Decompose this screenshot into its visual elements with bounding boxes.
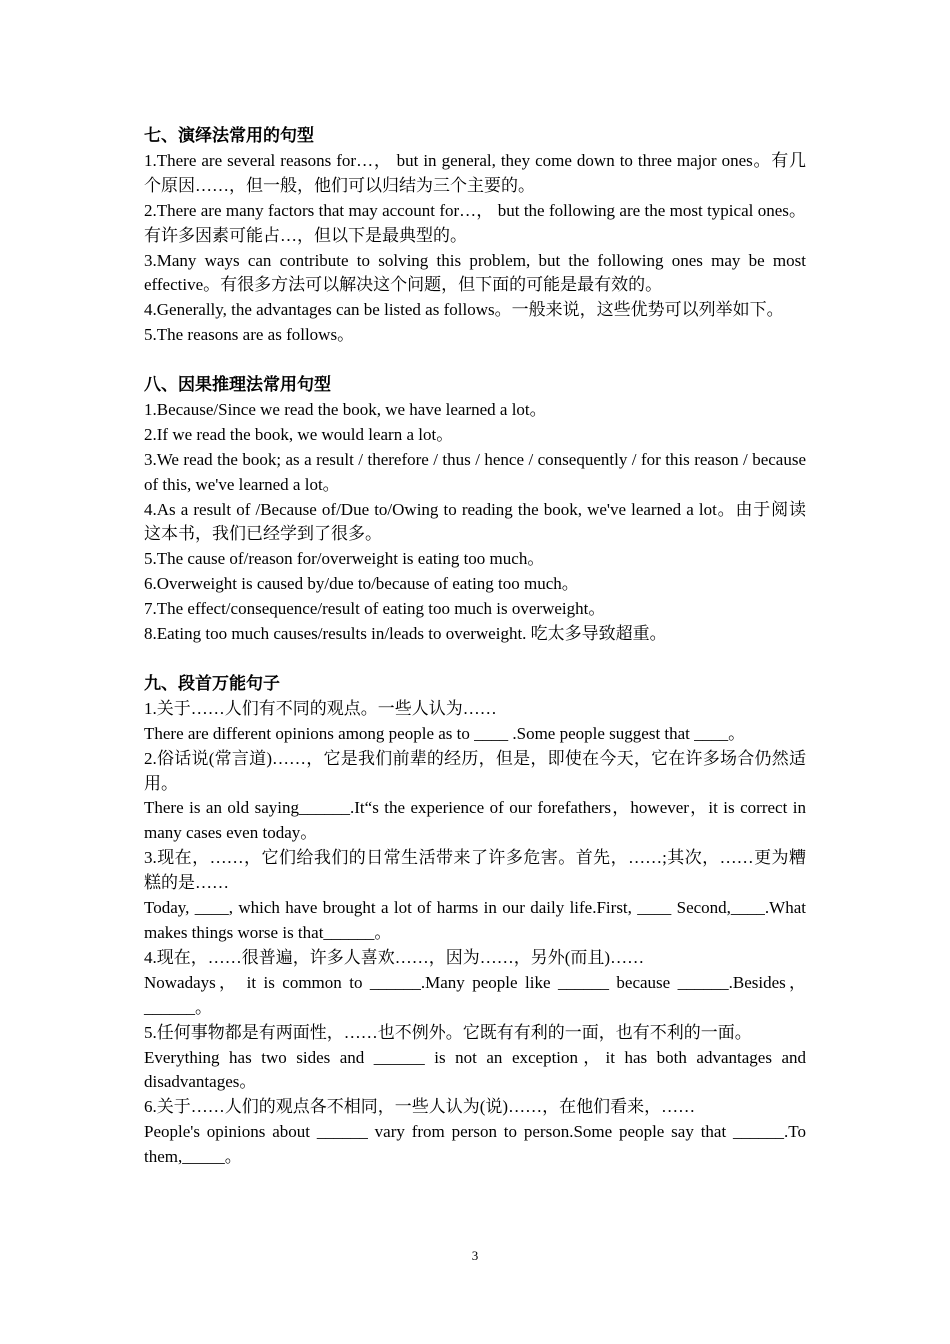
sentence-line: 6.Overweight is caused by/due to/because of eating too much。	[144, 574, 579, 594]
page-number: 3	[471, 1248, 479, 1263]
sentence-line: 1.There are several reasons for…， but in general, they come down to three major ones。有几个原因……，但一般，他们可以归结为三个主要的。	[144, 150, 806, 195]
section-paragraph-openers	[144, 672, 806, 1170]
sentence-line: 3.Many ways can contribute to solving this problem, but the following ones may be most effective。有很多方法可以解决这个问题，但下面的可能是最有效的。	[144, 250, 806, 295]
sentence-line: 8.Eating too much causes/results in/leads to overweight. 吃太多导致超重。	[144, 624, 667, 644]
sentence-line: There is an old saying______.It“s the experience of our forefathers，however，it is correct in many cases even today。	[144, 798, 806, 843]
sentence-line: 3.现在，……，它们给我们的日常生活带来了许多危害。首先，……;其次，……更为糟糕的是……	[144, 848, 806, 893]
sentence-line: Today, ____, which have brought a lot of harms in our daily life.First, ____ Second,____.What makes things worse is that______。	[144, 898, 806, 942]
sentence-line: 7.The effect/consequence/result of eating too much is overweight。	[144, 599, 606, 619]
section-deduction	[144, 124, 806, 348]
section-cause-effect	[144, 373, 806, 647]
sentence-line: 2.俗话说(常言道)……，它是我们前辈的经历，但是，即使在今天，它在许多场合仍然适用。	[144, 748, 806, 793]
sentence-line: 4.Generally, the advantages can be listed as follows。一般来说，这些优势可以列举如下。	[144, 300, 784, 320]
sentence-line: 5.The cause of/reason for/overweight is eating too much。	[144, 549, 545, 569]
section-title: 七、演绎法常用的句型	[144, 126, 314, 145]
sentence-line: 1.Because/Since we read the book, we have learned a lot。	[144, 399, 547, 419]
sentence-line: 5.任何事物都是有两面性，……也不例外。它既有有利的一面，也有不利的一面。	[144, 1022, 752, 1042]
sentence-line: 2.If we read the book, we would learn a lot。	[144, 424, 454, 444]
sentence-line: 2.There are many factors that may account for…， but the following are the most typical ones。有许多因素可能占…，但以下是最典型的。	[144, 200, 806, 245]
sentence-line: 4.As a result of /Because of/Due to/Owing to reading the book, we've learned a lot。由于阅读这本书，我们已经学到了很多。	[144, 499, 806, 544]
sentence-line: Everything has two sides and ______ is not an exception，it has both advantages and disadvantages。	[144, 1047, 806, 1092]
sentence-line: There are different opinions among people as to ____ .Some people suggest that ____。	[144, 723, 746, 743]
sentence-line: 4.现在，……很普遍，许多人喜欢……，因为……，另外(而且)……	[144, 947, 645, 967]
sentence-line: 3.We read the book; as a result / therefore / thus / hence / consequently / for this reason / because of this, we've learned a lot。	[144, 449, 806, 494]
sentence-line: People's opinions about ______ vary from person to person.Some people say that ______.To them,_____。	[144, 1122, 806, 1167]
section-title: 九、段首万能句子	[144, 673, 280, 693]
sentence-line: 6.关于……人们的观点各不相同，一些人认为(说)……，在他们看来，……	[144, 1097, 696, 1117]
section-title: 八、因果推理法常用句型	[144, 375, 331, 395]
sentence-line: 5.The reasons are as follows。	[144, 325, 355, 345]
document-body	[144, 124, 806, 1170]
sentence-line: 1.关于……人们有不同的观点。一些人认为……	[144, 698, 497, 718]
sentence-line: Nowadays， it is common to ______.Many people like ______ because ______.Besides，______。	[144, 972, 806, 1017]
section-spacer	[144, 348, 806, 373]
section-spacer	[144, 647, 806, 672]
